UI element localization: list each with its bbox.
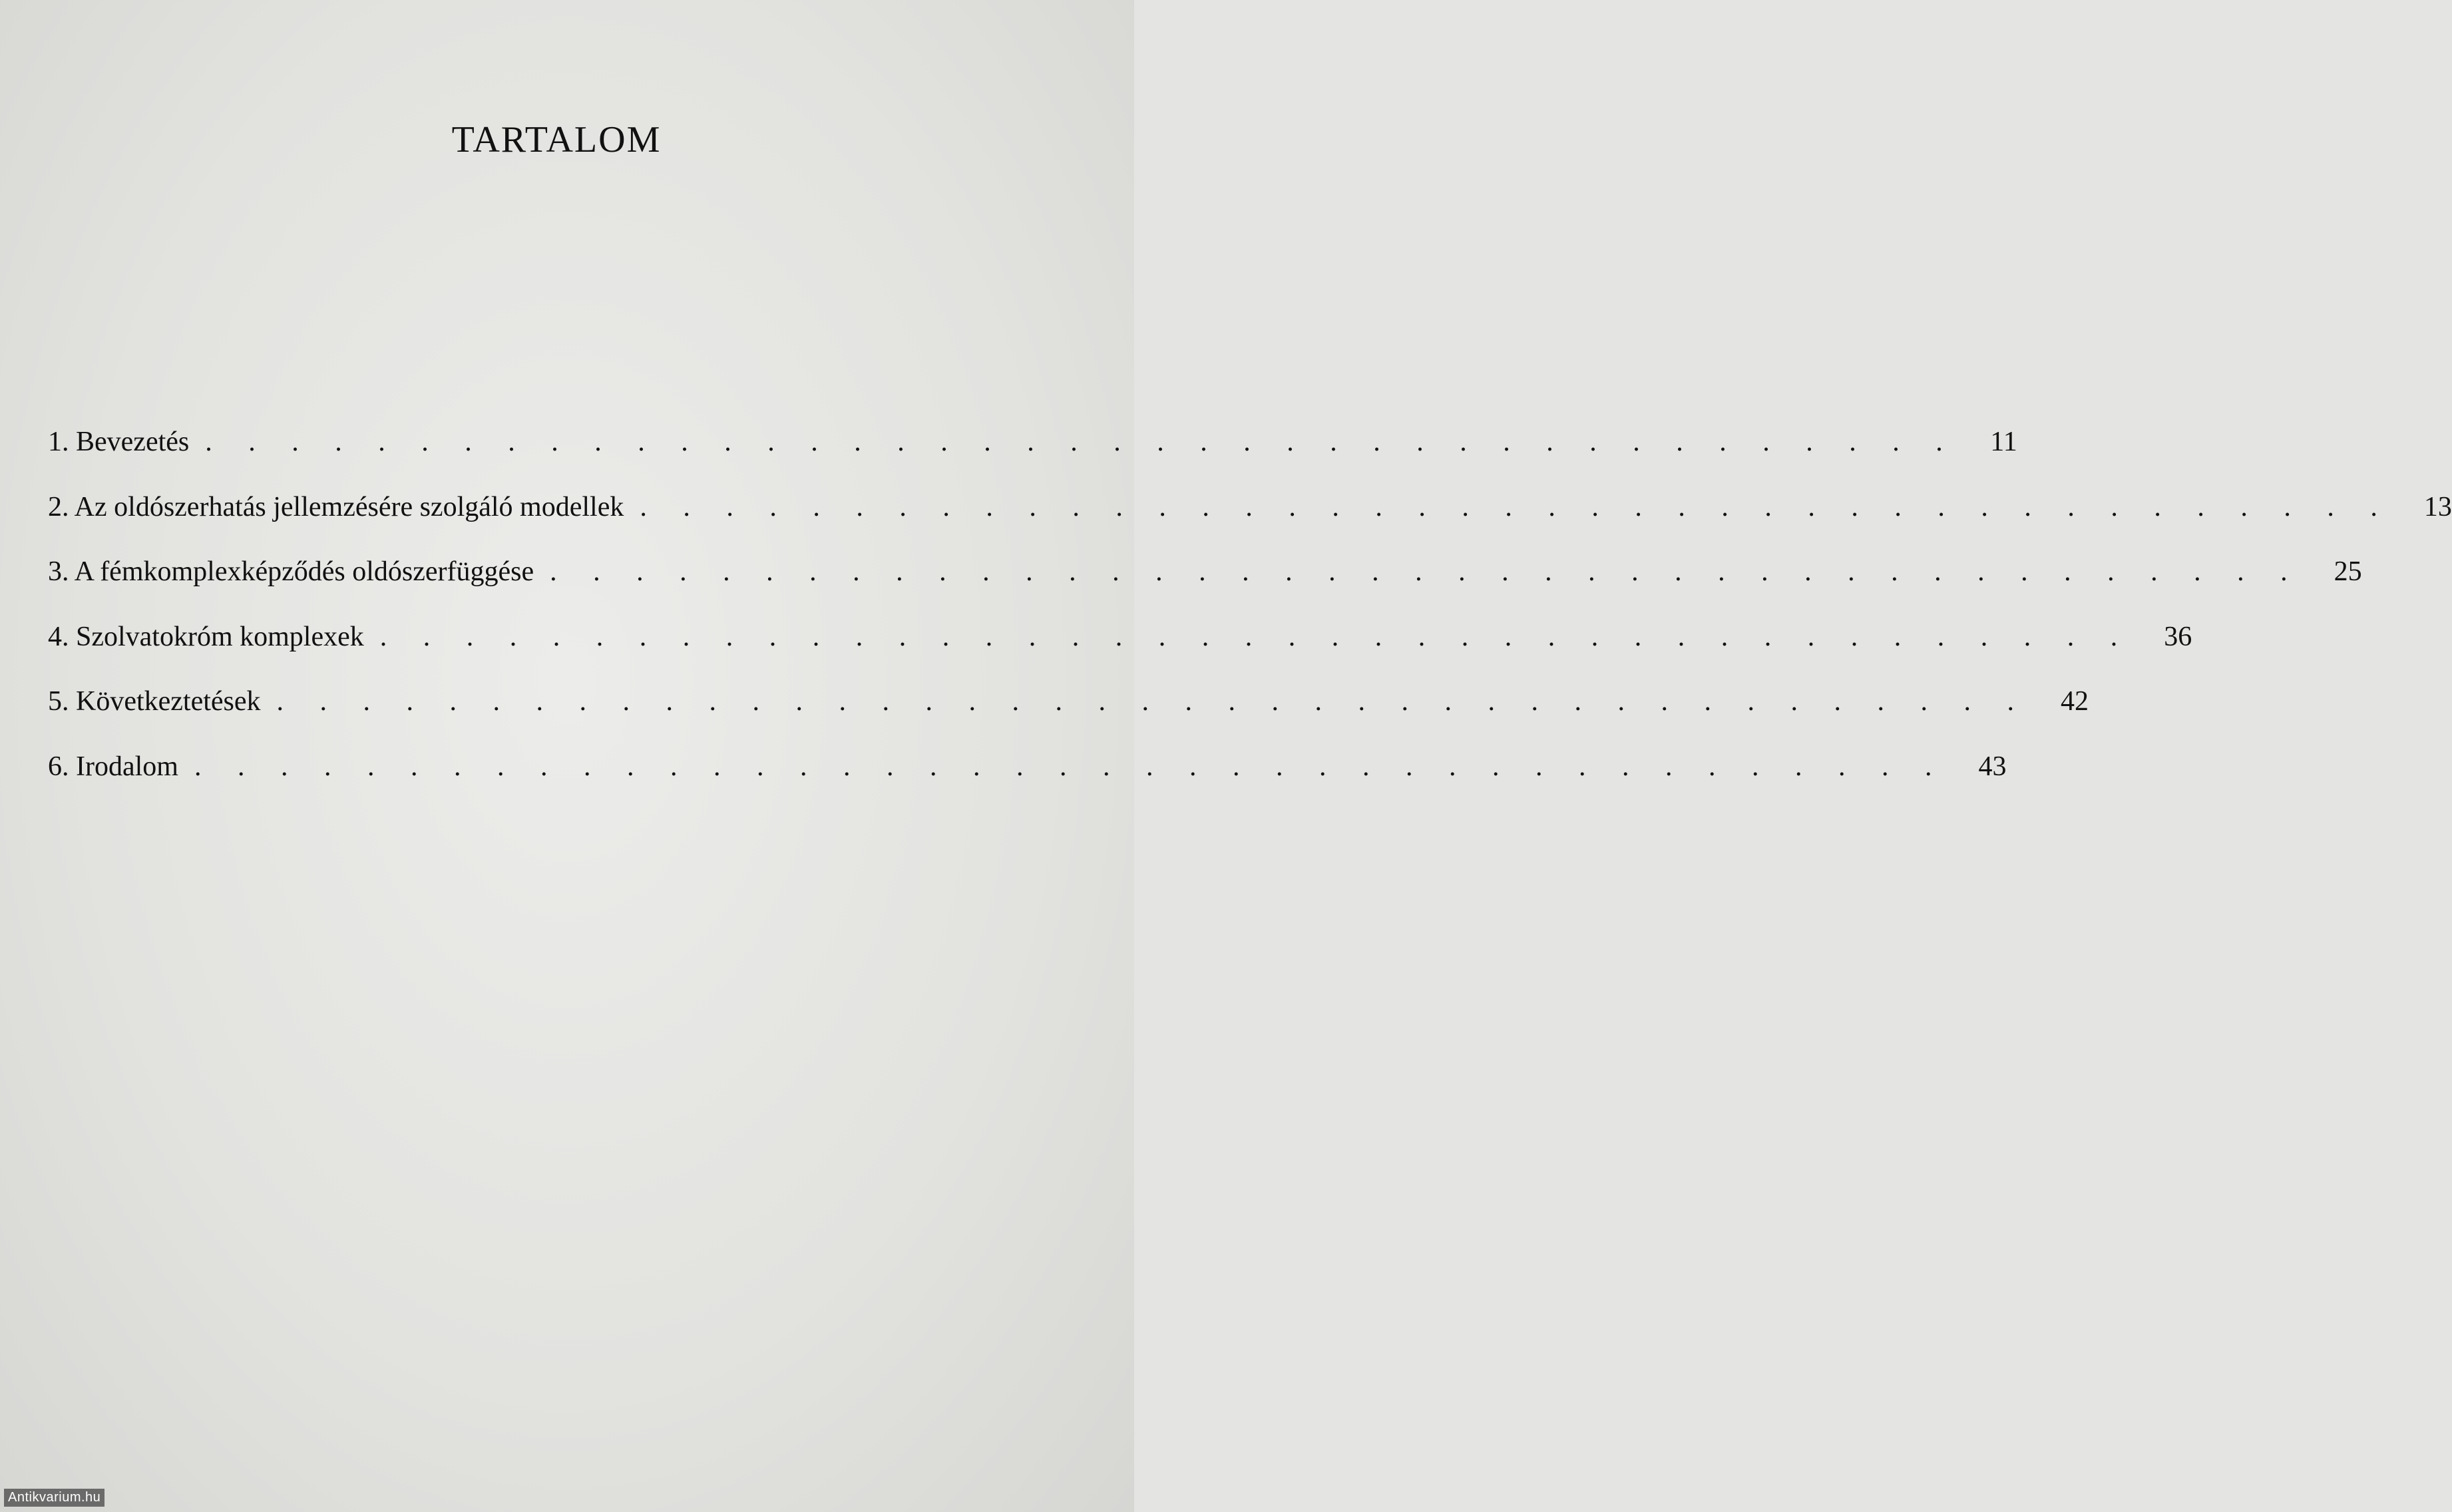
- watermark: Antikvarium.hu: [4, 1489, 104, 1507]
- toc-entry-label: 5. Következtetések: [48, 686, 261, 717]
- dot-leader: . . . . . . . . . . . . . . . . . . . . . . . . . . . . . . . . . . . . . . . . .: [550, 556, 2302, 587]
- toc-entry-page: 42: [2061, 686, 2089, 717]
- dot-leader: . . . . . . . . . . . . . . . . . . . . . . . . . . . . . . . . . . . . . . . . .: [194, 751, 1947, 782]
- page-title: TARTALOM: [451, 119, 662, 160]
- dot-leader: . . . . . . . . . . . . . . . . . . . . . . . . . . . . . . . . . . . . . . . . .: [205, 427, 1957, 457]
- toc-entry-label: 1. Bevezetés: [48, 427, 190, 457]
- toc-entry: [48, 556, 2362, 621]
- toc-entry: [48, 685, 2089, 751]
- toc-entry-label: 4. Szolvatokróm komplexek: [48, 621, 364, 652]
- toc-entry-label: 3. A fémkomplexképződés oldószerfüggése: [48, 556, 534, 587]
- table-of-contents: [48, 426, 2452, 815]
- toc-entry-page: 25: [2334, 556, 2362, 587]
- toc-entry-label: 6. Irodalom: [48, 751, 178, 782]
- toc-entry: [48, 751, 2007, 816]
- toc-entry-page: 13: [2423, 491, 2452, 522]
- toc-entry: [48, 621, 2192, 686]
- toc-entry: [48, 491, 2452, 556]
- dot-leader: . . . . . . . . . . . . . . . . . . . . . . . . . . . . . . . . . . . . . . . . .: [276, 686, 2029, 717]
- toc-entry: [48, 426, 2017, 491]
- toc-entry-label: 2. Az oldószerhatás jellemzésére szolgáló modellek: [48, 491, 624, 522]
- toc-entry-page: 36: [2164, 621, 2192, 652]
- dot-leader: . . . . . . . . . . . . . . . . . . . . . . . . . . . . . . . . . . . . . . . . .: [640, 491, 2392, 522]
- dot-leader: . . . . . . . . . . . . . . . . . . . . . . . . . . . . . . . . . . . . . . . . .: [379, 621, 2133, 652]
- toc-entry-page: 43: [1978, 751, 2007, 782]
- toc-entry-page: 11: [1990, 427, 2017, 457]
